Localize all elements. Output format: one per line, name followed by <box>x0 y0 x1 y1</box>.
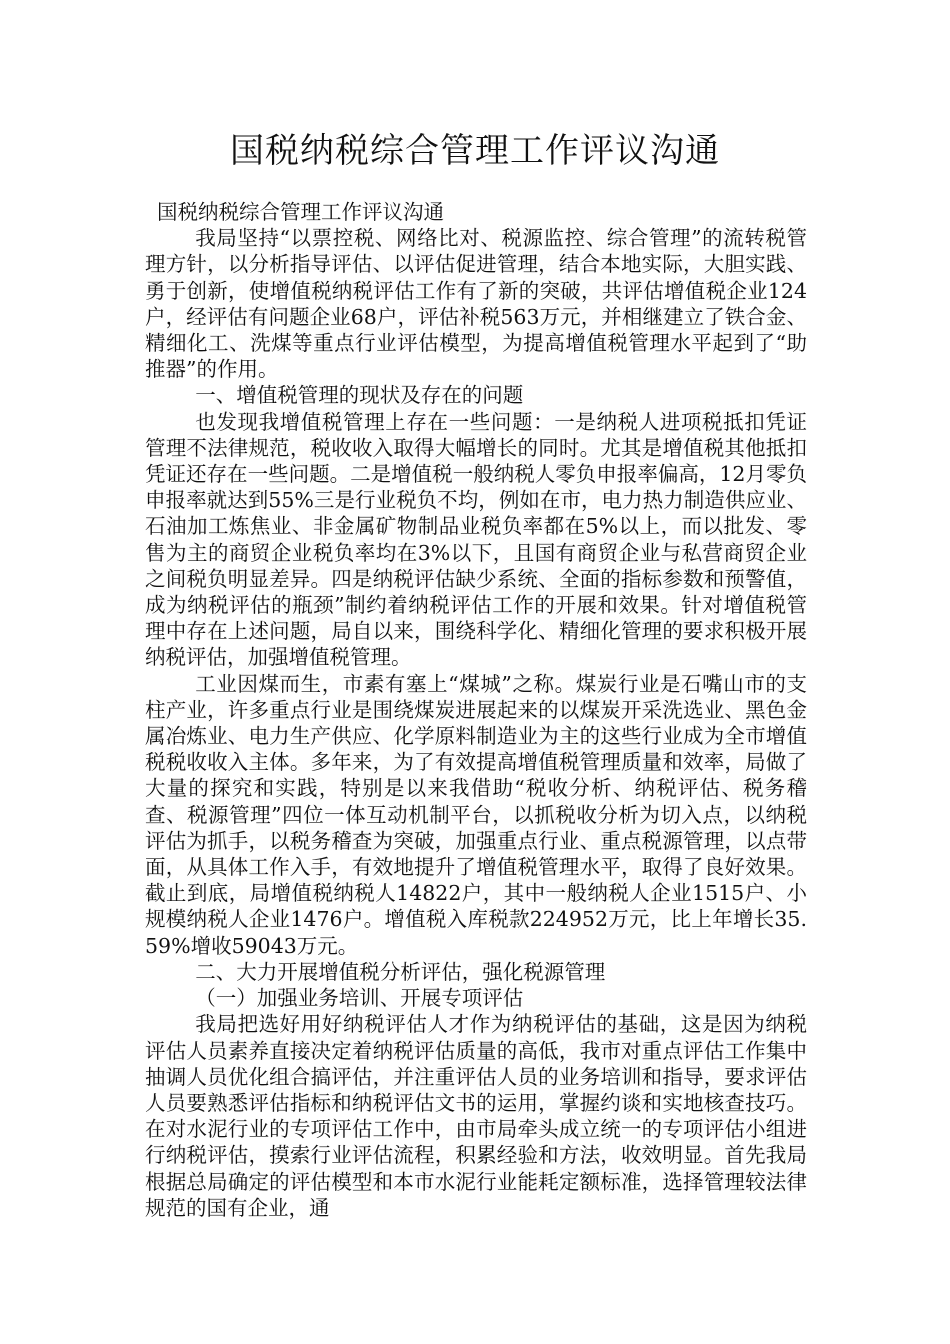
section-heading-1: 一、增值税管理的现状及存在的问题 <box>195 383 524 408</box>
paragraph-training: 我局把选好用好纳税评估人才作为纳税评估的基础，这是因为纳税评估人员素养直接决定着纳税评估质量的高低，我市对重点评估工作集中抽调人员优化组合搞评估，并注重评估人员的业务培训和指导，要求评估人员要熟悉评估指标和纳税评估文书的运用，掌握约谈和实地核查技巧。在对水泥行业的专项评估工作中，由市局牵头成立统一的专项评估小组进行纳税评估，摸索行业评估流程，积累经验和方法，收效明显。首先我局根据总局确定的评估模型和本市水泥行业能耗定额标准，选择管理较法律规范的国有企业，通 <box>145 1012 807 1220</box>
paragraph-intro: 我局坚持“以票控税、网络比对、税源监控、综合管理”的流转税管理方针，以分析指导评估、以评估促进管理，结合本地实际，大胆实践、勇于创新，使增值税纳税评估工作有了新的突破，共评估增值税企业124户，经评估有问题企业68户，评估补税563万元，并相继建立了铁合金、精细化工、洗煤等重点行业评估模型，为提高增值税管理水平起到了“助推器”的作用。 <box>145 226 807 382</box>
document-subtitle: 国税纳税综合管理工作评议沟通 <box>157 200 444 224</box>
paragraph-coal-industry: 工业因煤而生，市素有塞上“煤城”之称。煤炭行业是石嘴山市的支柱产业，许多重点行业是围绕煤炭进展起来的以煤炭开采洗选业、黑色金属冶炼业、电力生产供应、化学原料制造业为主的这些行业成为全市增值税税收收入主体。多年来，为了有效提高增值税管理质量和效率，局做了大量的探究和实践，特别是以来我借助“税收分析、纳税评估、税务稽查、税源管理”四位一体互动机制平台，以抓税收分析为切入点，以纳税评估为抓手，以税务稽查为突破，加强重点行业、重点税源管理，以点带面，从具体工作入手，有效地提升了增值税管理水平，取得了良好效果。截止到底，局增值税纳税人14822户，其中一般纳税人企业1515户、小规模纳税人企业1476户。增值税入库税款224952万元，比上年增长35.59%增收59043万元。 <box>145 671 807 958</box>
document-title: 国税纳税综合管理工作评议沟通 <box>230 131 720 171</box>
document-body <box>145 199 807 1221</box>
subsection-heading-1: （一）加强业务培训、开展专项评估 <box>195 986 524 1011</box>
paragraph-problems: 也发现我增值税管理上存在一些问题：一是纳税人进项税抵扣凭证管理不法律规范，税收收入取得大幅增长的同时。尤其是增值税其他抵扣凭证还存在一些问题。二是增值税一般纳税人零负申报率偏高，12月零负申报率就达到55%三是行业税负不均，例如在市，电力热力制造供应业、石油加工炼焦业、非金属矿物制品业税负率都在5%以上，而以批发、零售为主的商贸企业税负率均在3%以下，且国有商贸企业与私营商贸企业之间税负明显差异。四是纳税评估缺少系统、全面的指标参数和预警值，成为纳税评估的瓶颈”制约着纳税评估工作的开展和效果。针对增值税管理中存在上述问题，局自以来，围绕科学化、精细化管理的要求积极开展纳税评估，加强增值税管理。 <box>145 409 807 670</box>
section-heading-2: 二、大力开展增值税分析评估，强化税源管理 <box>195 959 606 984</box>
